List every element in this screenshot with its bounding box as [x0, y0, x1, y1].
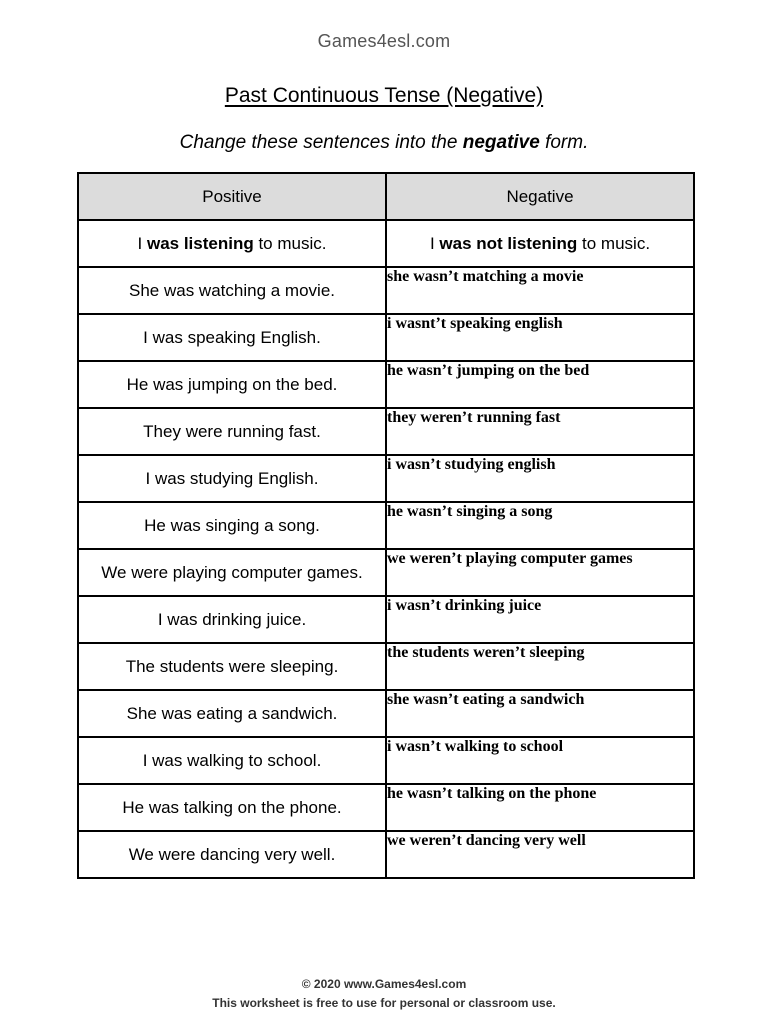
positive-sentence-cell: He was talking on the phone.: [78, 784, 386, 831]
negative-answer-cell[interactable]: she wasn’t eating a sandwich: [386, 690, 694, 737]
example-positive-post: to music.: [253, 233, 327, 253]
positive-sentence-cell: I was studying English.: [78, 455, 386, 502]
negative-answer-cell[interactable]: i wasn’t studying english: [386, 455, 694, 502]
instruction: [0, 132, 768, 154]
column-header-positive: Positive: [78, 173, 386, 220]
positive-sentence-cell: I was walking to school.: [78, 737, 386, 784]
positive-sentence-cell: The students were sleeping.: [78, 643, 386, 690]
table-row: [78, 314, 694, 361]
example-negative-post: to music.: [577, 233, 651, 253]
instruction-text-after: form.: [539, 132, 589, 153]
instruction-text-before: Change these sentences into the: [179, 132, 463, 153]
table-row: [78, 502, 694, 549]
positive-sentence-cell: He was jumping on the bed.: [78, 361, 386, 408]
negative-answer-cell[interactable]: he wasn’t jumping on the bed: [386, 361, 694, 408]
column-header-negative: Negative: [386, 173, 694, 220]
positive-sentence-cell: She was watching a movie.: [78, 267, 386, 314]
negative-answer-cell[interactable]: the students weren’t sleeping: [386, 643, 694, 690]
positive-sentence-cell: He was singing a song.: [78, 502, 386, 549]
worksheet-title-text: Past Continuous Tense (Negative): [224, 84, 544, 107]
negative-answer-cell[interactable]: i wasnt’t speaking english: [386, 314, 694, 361]
example-positive-cell: [78, 220, 386, 267]
positive-sentence-cell: I was drinking juice.: [78, 596, 386, 643]
positive-sentence-cell: I was speaking English.: [78, 314, 386, 361]
example-negative-bold: was not listening: [439, 233, 578, 253]
table-row: [78, 455, 694, 502]
negative-answer-cell[interactable]: we weren’t playing computer games: [386, 549, 694, 596]
positive-sentence-cell: We were playing computer games.: [78, 549, 386, 596]
footer-note: This worksheet is free to use for personal or classroom use.: [212, 996, 556, 1010]
table-row: [78, 549, 694, 596]
table-row: [78, 643, 694, 690]
footer-copyright: © 2020 www.Games4esl.com: [301, 977, 467, 991]
example-negative-cell: [386, 220, 694, 267]
positive-sentence-cell: They were running fast.: [78, 408, 386, 455]
table-row: [78, 361, 694, 408]
negative-answer-cell[interactable]: he wasn’t singing a song: [386, 502, 694, 549]
negative-answer-cell[interactable]: i wasn’t walking to school: [386, 737, 694, 784]
worksheet-title: [0, 84, 768, 108]
table-row: [78, 831, 694, 878]
table-row: [78, 737, 694, 784]
site-header: Games4esl.com: [317, 31, 451, 51]
example-positive-pre: I: [137, 233, 147, 253]
instruction-text-bold: negative: [462, 132, 540, 153]
table-row: [78, 267, 694, 314]
negative-answer-cell[interactable]: he wasn’t talking on the phone: [386, 784, 694, 831]
negative-answer-cell[interactable]: i wasn’t drinking juice: [386, 596, 694, 643]
table-row: [78, 408, 694, 455]
example-row: [78, 220, 694, 267]
table-row: [78, 596, 694, 643]
worksheet-table: [77, 172, 695, 879]
example-positive-bold: was listening: [146, 233, 254, 253]
negative-answer-cell[interactable]: she wasn’t matching a movie: [386, 267, 694, 314]
positive-sentence-cell: She was eating a sandwich.: [78, 690, 386, 737]
table-row: [78, 784, 694, 831]
table-header-row: [78, 173, 694, 220]
table-row: [78, 690, 694, 737]
negative-answer-cell[interactable]: they weren’t running fast: [386, 408, 694, 455]
negative-answer-cell[interactable]: we weren’t dancing very well: [386, 831, 694, 878]
positive-sentence-cell: We were dancing very well.: [78, 831, 386, 878]
example-negative-pre: I: [429, 233, 440, 253]
